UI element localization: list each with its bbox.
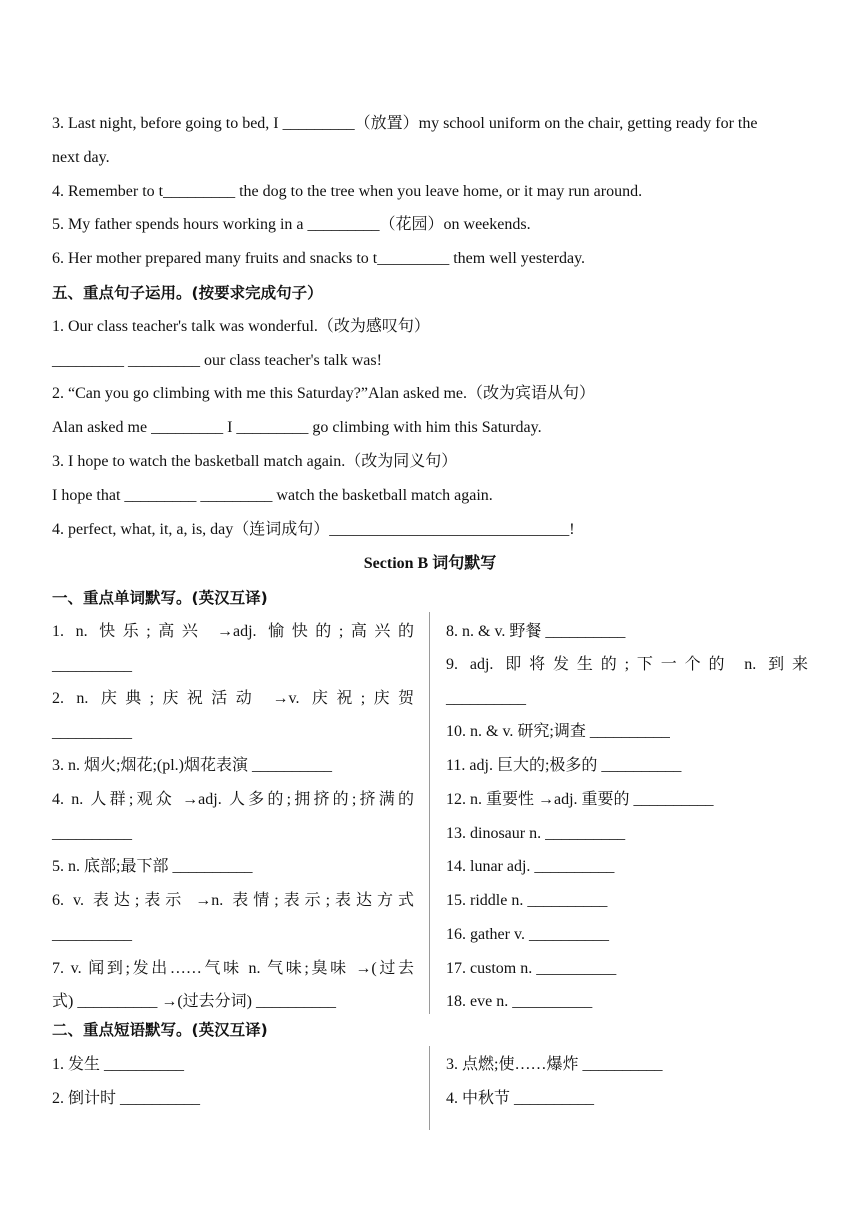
sentence-3-prompt: 3. I hope to watch the basketball match again.（改为同义句）	[52, 453, 458, 470]
phrase-item-1: 1. 发生 __________	[52, 1056, 185, 1073]
vocab-item-10: 10. n. & v. 研究;调查 __________	[446, 723, 670, 740]
section-b-title: Section B 词句默写	[363, 555, 497, 572]
question-5: 5. My father spends hours working in a _________（花园）on weekends.	[52, 216, 531, 233]
vocab-item-2-blank: __________	[52, 724, 132, 741]
vocab-item-8: 8. n. & v. 野餐 __________	[446, 623, 626, 640]
question-3-line-2: next day.	[52, 149, 110, 166]
sentence-1-answer: _________ _________ our class teacher's talk was!	[52, 352, 382, 369]
vocab-item-1-blank: __________	[52, 657, 132, 674]
phrases-column-divider	[429, 1046, 430, 1130]
sentence-2-answer: Alan asked me _________ I _________ go climbing with him this Saturday.	[52, 419, 542, 436]
vocab-item-15: 15. riddle n. __________	[446, 892, 608, 909]
vocab-item-7-forms: 式) __________ →(过去分词) __________	[52, 993, 336, 1010]
vocab-item-1: 1. n. 快乐;高兴 →adj. 愉快的;高兴的	[52, 623, 414, 640]
vocab-item-4: 4. n. 人群;观众 →adj. 人多的;拥挤的;挤满的	[52, 791, 414, 808]
sentence-3-answer: I hope that _________ _________ watch the basketball match again.	[52, 487, 493, 504]
phrase-item-3: 3. 点燃;使……爆炸 __________	[446, 1056, 663, 1073]
vocab-item-7: 7. v. 闻到;发出……气味 n. 气味;臭味 →(过去	[52, 960, 414, 977]
vocab-item-9-blank: __________	[446, 690, 526, 707]
vocab-item-6-blank: __________	[52, 926, 132, 943]
vocab-item-11: 11. adj. 巨大的;极多的 __________	[446, 757, 682, 774]
vocab-item-3: 3. n. 烟火;烟花;(pl.)烟花表演 __________	[52, 757, 332, 774]
vocab-item-13: 13. dinosaur n. __________	[446, 825, 626, 842]
vocab-item-4-blank: __________	[52, 825, 132, 842]
section-5-title: 五、重点句子运用。(按要求完成句子）	[52, 284, 323, 302]
sentence-1-prompt: 1. Our class teacher's talk was wonderful.（改为感叹句）	[52, 318, 430, 335]
phrase-item-2: 2. 倒计时 __________	[52, 1090, 201, 1107]
vocab-item-5: 5. n. 底部;最下部 __________	[52, 858, 253, 875]
phrases-section-title: 二、重点短语默写。(英汉互译)	[52, 1021, 268, 1039]
vocab-item-2: 2. n. 庆典;庆祝活动 →v. 庆祝;庆贺	[52, 690, 414, 707]
vocab-column-divider	[429, 612, 430, 1014]
question-3-line-1: 3. Last night, before going to bed, I _________（放置）my school uniform on the chair, getting ready for the	[52, 115, 758, 132]
vocab-item-14: 14. lunar adj. __________	[446, 858, 615, 875]
vocab-item-18: 18. eve n. __________	[446, 993, 593, 1010]
phrase-item-4: 4. 中秋节 __________	[446, 1090, 595, 1107]
vocab-item-12: 12. n. 重要性 →adj. 重要的 __________	[446, 791, 714, 808]
vocab-section-title: 一、重点单词默写。(英汉互译)	[52, 589, 268, 607]
question-4: 4. Remember to t_________ the dog to the tree when you leave home, or it may run around.	[52, 183, 643, 200]
question-6: 6. Her mother prepared many fruits and snacks to t_________ them well yesterday.	[52, 250, 586, 267]
sentence-2-prompt: 2. “Can you go climbing with me this Saturday?”Alan asked me.（改为宾语从句）	[52, 385, 596, 402]
vocab-item-6: 6. v. 表达;表示 →n. 表情;表示;表达方式	[52, 892, 414, 909]
vocab-item-17: 17. custom n. __________	[446, 960, 617, 977]
vocab-item-9: 9. adj. 即将发生的;下一个的 n. 到来	[446, 656, 808, 673]
sentence-4-prompt: 4. perfect, what, it, a, is, day（连词成句）______________________________!	[52, 521, 575, 538]
vocab-item-16: 16. gather v. __________	[446, 926, 609, 943]
